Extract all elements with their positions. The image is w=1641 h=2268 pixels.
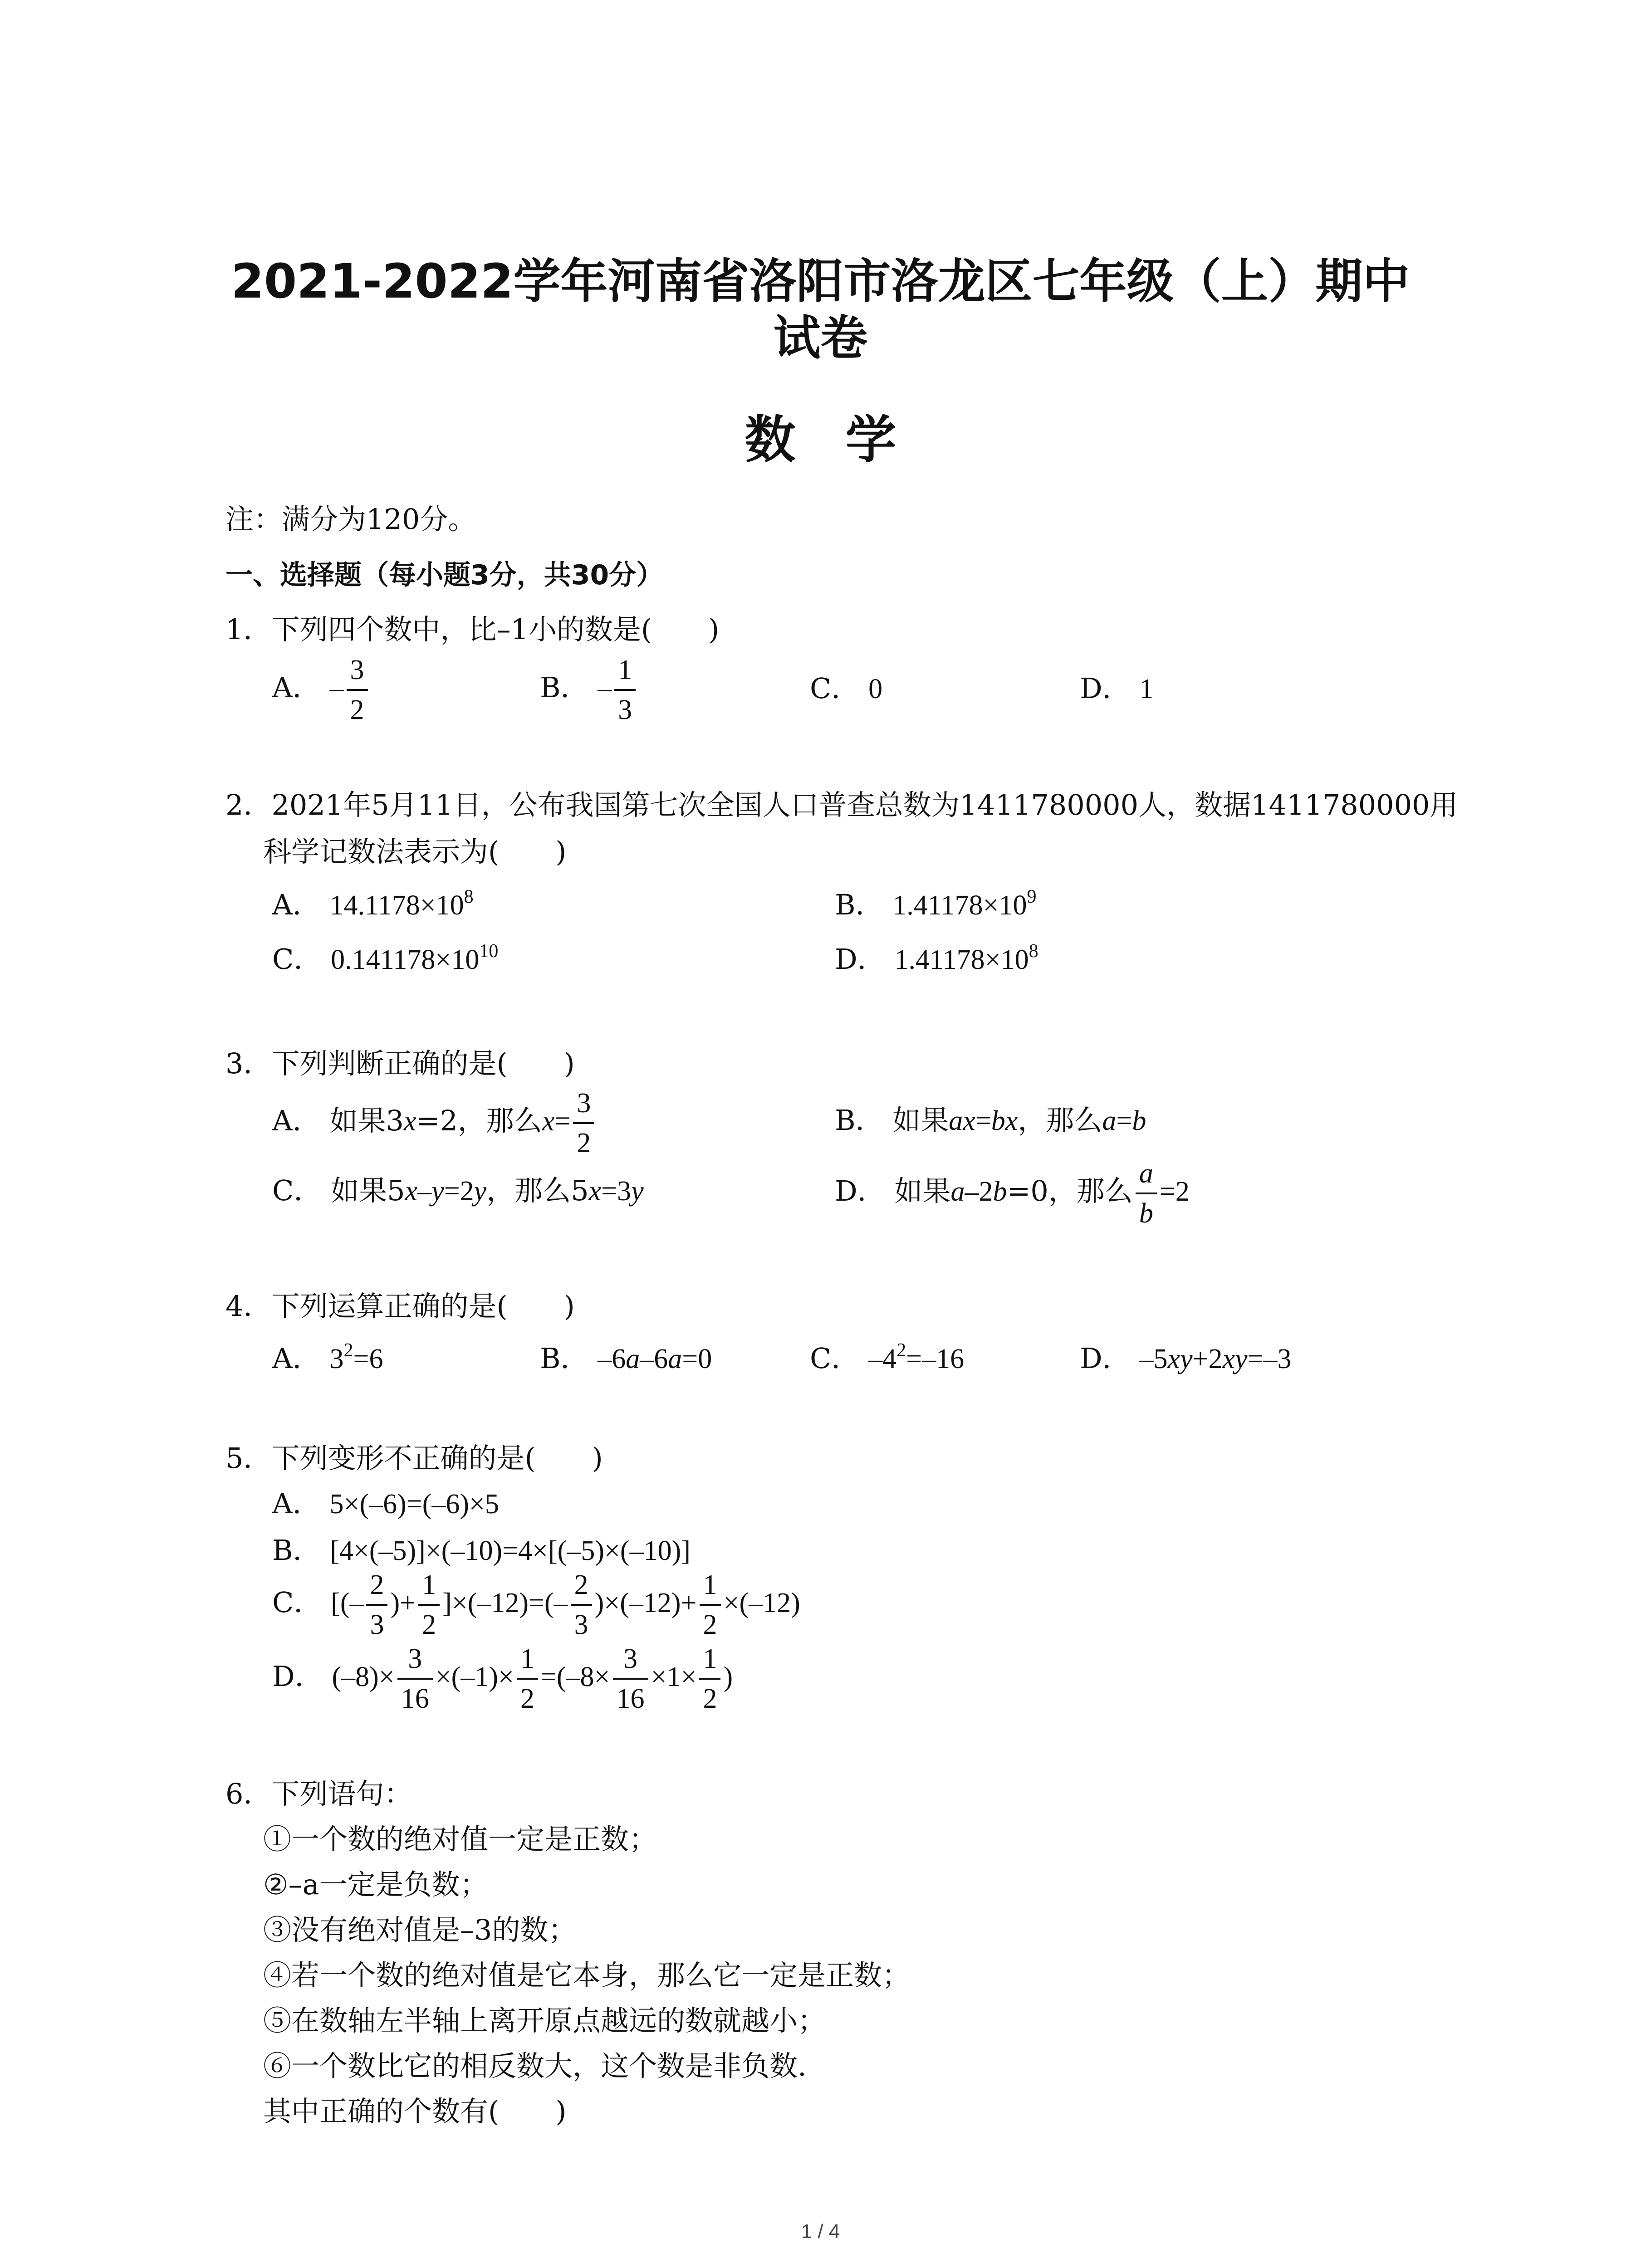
fraction	[517, 1640, 538, 1718]
denominator: 2	[422, 1609, 436, 1640]
q5-option-d	[272, 1640, 733, 1718]
subject-heading: 数学	[745, 411, 946, 469]
numerator: 1	[699, 1640, 720, 1680]
text: 如果	[894, 1174, 951, 1208]
q4-option-a	[272, 1340, 383, 1377]
numerator: 3	[397, 1640, 433, 1680]
option-value: 0	[868, 674, 883, 704]
text: 如果5	[331, 1174, 405, 1207]
denominator: 2	[703, 1683, 717, 1714]
text: =	[975, 1105, 991, 1136]
option-label: A．	[272, 1342, 321, 1375]
q5-option-a	[272, 1486, 499, 1522]
q1-option-a	[272, 651, 371, 729]
section-heading: 一、选择题（每小题3分，共30分）	[225, 559, 664, 591]
base: 3	[329, 1344, 344, 1374]
base: –4	[868, 1344, 897, 1374]
option-label: B．	[835, 888, 884, 921]
variable: b	[1132, 1105, 1146, 1136]
denominator: b	[1139, 1198, 1153, 1229]
denominator: 2	[577, 1128, 591, 1158]
option-value: 5×(–6)=(–6)×5	[329, 1489, 499, 1520]
q1-option-d	[1080, 670, 1153, 707]
q3-option-b	[835, 1102, 1146, 1139]
denominator: 2	[350, 694, 364, 725]
option-label: A．	[272, 888, 321, 921]
score-note: 注：满分为120分。	[225, 503, 476, 536]
question-1-stem: 1．下列四个数中，比–1小的数是( )	[225, 613, 720, 646]
variable: a	[626, 1344, 640, 1374]
q3-option-d	[835, 1154, 1190, 1232]
denominator: 3	[618, 694, 632, 725]
option-value: [4×(–5)]×(–10)=4×[(–5)×(–10)]	[330, 1535, 691, 1566]
exam-title-line2: 试卷	[773, 310, 868, 366]
exponent: 8	[1029, 941, 1038, 962]
fraction	[614, 651, 636, 729]
q4-option-c	[810, 1340, 964, 1377]
variable: y	[631, 1176, 644, 1207]
numerator: 1	[517, 1640, 538, 1680]
denominator: 16	[616, 1683, 645, 1714]
sign: –	[598, 673, 612, 704]
text: [(–	[331, 1588, 364, 1619]
option-label: D．	[1080, 1342, 1131, 1375]
option-label: A．	[272, 671, 321, 704]
option-label: A．	[272, 1487, 321, 1520]
q6-question-tail: 其中正确的个数有( )	[263, 2095, 567, 2128]
exponent: 2	[343, 1340, 353, 1361]
text: ]×(–12)=(–	[442, 1588, 568, 1619]
question-5-stem: 5．下列变形不正确的是( )	[225, 1442, 603, 1475]
option-label: C．	[810, 1342, 860, 1375]
fraction	[418, 1566, 440, 1644]
text: ，那么	[1018, 1104, 1102, 1137]
fraction	[571, 1566, 592, 1644]
question-2-stem-line1: 2．2021年5月11日，公布我国第七次全国人口普查总数为1411780000人，数据1411780000用	[225, 788, 1458, 821]
variable: xy	[1167, 1344, 1193, 1374]
option-label: D．	[835, 943, 886, 976]
q1-option-b	[540, 651, 638, 729]
numerator: 3	[613, 1640, 648, 1680]
q2-option-b	[835, 887, 1036, 924]
option-label: C．	[272, 943, 322, 976]
numerator: a	[1136, 1154, 1157, 1194]
option-label: B．	[540, 671, 589, 704]
exam-title-line1: 2021-2022学年河南省洛阳市洛龙区七年级（上）期中	[231, 254, 1410, 309]
text: =	[554, 1106, 571, 1137]
option-label: C．	[810, 672, 860, 705]
q2-option-c	[272, 941, 498, 978]
denominator: 3	[370, 1609, 384, 1640]
text: =–16	[906, 1344, 965, 1374]
text: =	[1116, 1105, 1132, 1136]
option-label: C．	[272, 1174, 322, 1207]
variable: y	[474, 1176, 487, 1207]
option-label: B．	[540, 1342, 589, 1375]
option-label: D．	[1080, 672, 1131, 705]
fraction	[397, 1640, 433, 1718]
variable: a	[949, 1105, 963, 1136]
text: –6	[598, 1344, 626, 1374]
fraction	[700, 1566, 721, 1644]
exponent: 10	[479, 941, 499, 962]
fraction	[366, 1566, 387, 1644]
numerator: 2	[571, 1566, 592, 1606]
question-6-stem: 6．下列语句：	[225, 1777, 412, 1810]
option-label: A．	[272, 1104, 321, 1138]
exponent: 2	[896, 1340, 906, 1361]
denominator: 2	[703, 1609, 717, 1640]
variable: y	[431, 1176, 444, 1207]
fraction	[613, 1640, 648, 1718]
question-2-stem-line2: 科学记数法表示为( )	[263, 835, 567, 868]
option-base: 1.41178×10	[894, 944, 1029, 975]
question-4-stem: 4．下列运算正确的是( )	[225, 1290, 575, 1323]
text: –2	[965, 1176, 993, 1207]
numerator: 2	[366, 1566, 387, 1606]
q6-statement-2: ②–a一定是负数；	[263, 1868, 488, 1901]
q3-option-c	[272, 1173, 644, 1209]
variable: x	[1005, 1105, 1018, 1136]
text: =–3	[1247, 1344, 1292, 1374]
text: =(–8×	[540, 1662, 610, 1693]
denominator: 16	[401, 1683, 429, 1714]
variable: a	[1102, 1105, 1117, 1136]
option-base: 0.141178×10	[331, 944, 480, 975]
text: =6	[353, 1344, 383, 1374]
text: (–8)×	[332, 1662, 395, 1693]
text: )+	[390, 1588, 416, 1619]
text: –	[417, 1176, 432, 1207]
q1-option-c	[810, 670, 882, 707]
q6-statement-1: ①一个数的绝对值一定是正数；	[263, 1823, 657, 1856]
option-base: 14.1178×10	[329, 890, 464, 921]
text: 如果3	[329, 1104, 404, 1138]
fraction	[573, 1084, 594, 1162]
text: =2，那么	[416, 1104, 542, 1138]
variable: x	[963, 1105, 975, 1136]
text: ×(–1)×	[435, 1662, 514, 1693]
page-number: 1 / 4	[801, 2220, 840, 2243]
variable: a	[668, 1344, 682, 1374]
q6-statement-6: ⑥一个数比它的相反数大，这个数是非负数.	[263, 2049, 807, 2082]
variable: x	[588, 1176, 602, 1207]
q5-option-c	[272, 1566, 800, 1644]
option-label: B．	[272, 1534, 321, 1567]
text: =2	[1159, 1176, 1190, 1207]
text: +2	[1192, 1344, 1223, 1374]
q6-statement-3: ③没有绝对值是–3的数；	[263, 1913, 577, 1946]
variable: xy	[1222, 1344, 1248, 1374]
q4-option-b	[540, 1340, 712, 1377]
q4-option-d	[1080, 1340, 1291, 1377]
q2-option-d	[835, 941, 1038, 978]
numerator: 3	[573, 1084, 594, 1124]
option-value: 1	[1139, 674, 1154, 704]
text: =0，那么	[1007, 1174, 1133, 1208]
sign: –	[329, 673, 344, 704]
option-label: D．	[835, 1174, 886, 1208]
variable: x	[403, 1106, 416, 1137]
text: –5	[1139, 1344, 1168, 1374]
variable: x	[542, 1106, 555, 1137]
text: –6	[640, 1344, 668, 1374]
q6-statement-5: ⑤在数轴左半轴上离开原点越远的数就越小；	[263, 2004, 826, 2037]
fraction	[347, 651, 368, 729]
text: ×(–12)	[723, 1588, 800, 1619]
variable: a	[950, 1176, 965, 1207]
variable: x	[405, 1176, 418, 1207]
text: =2	[444, 1176, 474, 1207]
text: ×1×	[651, 1662, 697, 1693]
numerator: 1	[614, 651, 636, 691]
option-label: C．	[272, 1586, 322, 1619]
option-label: B．	[835, 1104, 884, 1137]
question-3-stem: 3．下列判断正确的是( )	[225, 1047, 575, 1080]
numerator: 1	[700, 1566, 721, 1606]
text: =3	[601, 1176, 632, 1207]
q5-option-b	[272, 1532, 691, 1569]
option-base: 1.41178×10	[892, 890, 1027, 921]
numerator: 1	[418, 1566, 440, 1606]
text: )	[723, 1662, 733, 1693]
text: )×(–12)+	[594, 1588, 697, 1619]
exponent: 8	[464, 886, 474, 907]
option-label: D．	[272, 1660, 323, 1693]
text: =0	[682, 1344, 712, 1374]
fraction	[699, 1640, 720, 1718]
text: 如果	[892, 1104, 949, 1137]
q3-option-a	[272, 1084, 597, 1162]
numerator: 3	[347, 651, 368, 691]
denominator: 2	[520, 1683, 534, 1714]
q6-statement-4: ④若一个数的绝对值是它本身，那么它一定是正数；	[263, 1959, 911, 1992]
text: ，那么5	[486, 1174, 589, 1207]
denominator: 3	[574, 1609, 588, 1640]
variable: b	[991, 1105, 1005, 1136]
fraction	[1136, 1154, 1157, 1232]
variable: b	[993, 1176, 1007, 1207]
q2-option-a	[272, 887, 474, 924]
exponent: 9	[1027, 886, 1037, 907]
